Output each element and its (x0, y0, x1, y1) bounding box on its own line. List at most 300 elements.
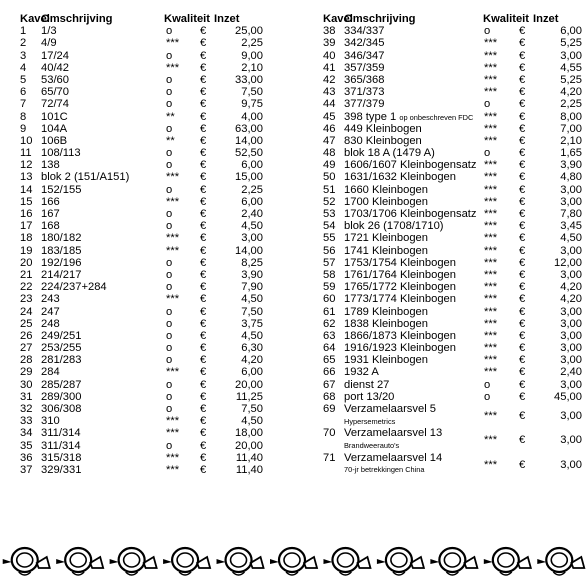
euro-sign: € (200, 244, 207, 257)
omschrijving-text: 192/196 (41, 256, 82, 269)
kavel-number: 16 (20, 208, 33, 220)
omschrijving (41, 415, 60, 427)
inzet-amount: 20,00 (235, 439, 263, 452)
euro-sign: € (519, 366, 526, 379)
kavel-number: 54 (323, 220, 336, 233)
euro-sign: € (519, 390, 526, 403)
left-column (20, 13, 270, 476)
kwaliteit: *** (484, 86, 498, 99)
posthorn-icon (537, 548, 584, 575)
kwaliteit: *** (484, 134, 498, 147)
kwaliteit: o (166, 317, 173, 330)
kwaliteit: o (166, 220, 173, 233)
euro-sign: € (200, 403, 207, 415)
omschrijving-text: 310 (41, 415, 60, 428)
omschrijving (41, 74, 69, 86)
euro-sign: € (200, 378, 207, 391)
euro-sign: € (519, 281, 526, 294)
omschrijving (344, 196, 428, 208)
posthorn-icon (217, 548, 264, 575)
inzet-amount: 2,10 (241, 61, 263, 74)
omschrijving-text: 249/251 (41, 329, 82, 342)
omschrijving (41, 37, 57, 49)
omschrijving-text: 167 (41, 208, 60, 220)
omschrijving-text: blok 26 (1708/1710) (344, 220, 444, 233)
kavel-number: 57 (323, 256, 336, 269)
kwaliteit: *** (484, 410, 498, 422)
omschrijving (41, 269, 81, 281)
kwaliteit: o (166, 159, 173, 172)
omschrijving (344, 208, 477, 220)
table-row (20, 281, 270, 293)
inzet-amount: 2,40 (241, 208, 263, 220)
omschrijving (41, 220, 60, 232)
kwaliteit: o (484, 378, 491, 391)
kwaliteit: o (166, 183, 173, 196)
omschrijving (41, 184, 81, 196)
table-row (323, 354, 585, 366)
kavel-number: 27 (20, 342, 33, 355)
omschrijving-text: 17/24 (41, 49, 69, 62)
kavel-number: 62 (323, 317, 336, 330)
euro-sign: € (200, 451, 207, 464)
kavel-number: 29 (20, 366, 33, 379)
euro-sign: € (519, 73, 526, 86)
omschrijving (41, 257, 81, 269)
inzet-amount: 4,50 (241, 329, 263, 342)
table-row (20, 62, 270, 74)
inzet-amount: 4,20 (560, 86, 582, 99)
euro-sign: € (519, 244, 526, 257)
table-row (20, 330, 270, 342)
omschrijving (344, 62, 384, 74)
omschrijving-text: 104A (41, 122, 68, 135)
kwaliteit: *** (484, 256, 498, 269)
omschrijving-text: 247 (41, 305, 60, 318)
omschrijving (344, 171, 456, 183)
kavel-number: 39 (323, 37, 336, 50)
table-row (323, 62, 585, 74)
table-row (323, 281, 585, 293)
euro-sign: € (519, 232, 526, 245)
omschrijving-text: 285/287 (41, 378, 82, 391)
omschrijving-text: dienst 27 (344, 378, 390, 391)
right-rows (323, 25, 585, 403)
euro-sign: € (519, 171, 526, 184)
kwaliteit: o (484, 147, 491, 160)
omschrijving (41, 391, 81, 403)
kavel-number: 18 (20, 232, 33, 245)
inzet-amount: 6,00 (241, 195, 263, 208)
table-row (20, 293, 270, 305)
omschrijving-text: 214/217 (41, 268, 82, 281)
kwaliteit: o (166, 354, 173, 367)
table-row (323, 98, 585, 110)
kwaliteit: *** (484, 159, 498, 172)
inzet-amount: 18,00 (235, 427, 263, 440)
posthorn-icon (484, 548, 531, 575)
euro-sign: € (200, 293, 207, 306)
table-row (20, 452, 270, 464)
kavel-number: 14 (20, 183, 33, 196)
euro-sign: € (200, 110, 207, 123)
header-omschrijving: Omschrijving (41, 13, 113, 25)
omschrijving-text: 334/337 (344, 25, 385, 38)
euro-sign: € (519, 378, 526, 391)
kwaliteit: *** (484, 329, 498, 342)
table-row (323, 37, 585, 49)
table-row (323, 135, 585, 147)
omschrijving (41, 330, 81, 342)
kwaliteit: o (166, 256, 173, 269)
table-row (20, 379, 270, 391)
kwaliteit: *** (484, 195, 498, 208)
kwaliteit: o (166, 378, 173, 391)
table-row (323, 208, 585, 220)
inzet-amount: 3,00 (560, 268, 582, 281)
omschrijving-text: 1931 Kleinbogen (344, 354, 428, 367)
euro-sign: € (200, 171, 207, 184)
table-row (20, 208, 270, 220)
inzet-amount: 4,50 (241, 293, 263, 306)
inzet-amount: 3,00 (560, 378, 582, 391)
omschrijving-text: 72/74 (41, 98, 69, 111)
kwaliteit: *** (166, 61, 180, 74)
kavel-number: 31 (20, 390, 33, 403)
inzet-amount: 9,75 (241, 98, 263, 111)
inzet-amount: 4,50 (241, 415, 263, 428)
omschrijving (344, 354, 428, 366)
kavel-number: 65 (323, 354, 336, 367)
table-row (20, 257, 270, 269)
table-row (20, 354, 270, 366)
omschrijving (41, 464, 81, 476)
omschrijving (41, 318, 60, 330)
omschrijving (41, 111, 68, 123)
omschrijving (41, 306, 60, 318)
euro-sign: € (200, 49, 207, 62)
kwaliteit: *** (484, 305, 498, 318)
table-row (20, 366, 270, 378)
kavel-number: 19 (20, 244, 33, 257)
inzet-amount: 3,00 (560, 195, 582, 208)
inzet-amount: 2,25 (241, 183, 263, 196)
table-row (20, 147, 270, 159)
euro-sign: € (519, 305, 526, 318)
omschrijving (41, 123, 67, 135)
omschrijving (344, 123, 422, 135)
kwaliteit: *** (166, 37, 180, 50)
omschrijving (344, 220, 444, 232)
inzet-amount: 9,00 (241, 49, 263, 62)
kavel-number: 67 (323, 378, 336, 391)
table-row (20, 306, 270, 318)
kavel-number: 38 (323, 25, 336, 38)
euro-sign: € (519, 268, 526, 281)
kwaliteit: o (166, 268, 173, 281)
table-row (323, 427, 585, 451)
header-row-left (20, 13, 270, 25)
omschrijving-text: 281/283 (41, 354, 82, 367)
omschrijving-text: 1916/1923 Kleinbogen (344, 342, 456, 355)
euro-sign: € (519, 329, 526, 342)
omschrijving-subtitle: Brandweerauto's (344, 440, 400, 450)
kavel-number: 23 (20, 293, 33, 306)
omschrijving-text: 1/3 (41, 25, 57, 38)
table-row (323, 269, 585, 281)
omschrijving (41, 403, 81, 415)
omschrijving (41, 208, 60, 220)
euro-sign: € (200, 122, 207, 135)
posthorn-icon (323, 548, 370, 575)
table-row (20, 159, 270, 171)
omschrijving (41, 245, 81, 257)
kavel-number: 7 (20, 98, 27, 111)
kwaliteit: *** (484, 122, 498, 135)
header-row-right (323, 13, 585, 25)
kwaliteit: *** (484, 293, 498, 306)
euro-sign: € (519, 134, 526, 147)
kavel-number: 45 (323, 110, 336, 123)
inzet-amount: 12,00 (554, 256, 582, 269)
kavel-number: 36 (20, 451, 33, 464)
euro-sign: € (519, 37, 526, 50)
kavel-number: 56 (323, 244, 336, 257)
inzet-amount: 3,00 (241, 232, 263, 245)
kwaliteit: *** (166, 427, 180, 440)
kwaliteit: ** (166, 134, 175, 147)
table-row (20, 74, 270, 86)
table-row (323, 74, 585, 86)
inzet-amount: 6,00 (241, 366, 263, 379)
kwaliteit: *** (166, 232, 180, 245)
right-tall-rows (323, 403, 585, 476)
omschrijving-text: 377/379 (344, 98, 385, 111)
omschrijving (41, 293, 60, 305)
euro-sign: € (200, 427, 207, 440)
posthorn-icon (3, 548, 50, 575)
kwaliteit: *** (484, 220, 498, 233)
kavel-number: 48 (323, 147, 336, 160)
omschrijving-text: 289/300 (41, 390, 82, 403)
table-row (20, 50, 270, 62)
omschrijving-text: 243 (41, 293, 60, 306)
kwaliteit: *** (484, 354, 498, 367)
kavel-number: 66 (323, 366, 336, 379)
kavel-number: 49 (323, 159, 336, 172)
euro-sign: € (519, 434, 526, 447)
kavel-number: 2 (20, 37, 27, 50)
kwaliteit: *** (484, 208, 498, 220)
euro-sign: € (200, 147, 207, 160)
omschrijving-text: 224/237+284 (41, 281, 107, 294)
inzet-amount: 14,00 (235, 244, 263, 257)
kwaliteit: *** (484, 110, 498, 123)
omschrijving-text: 152/155 (41, 183, 82, 196)
table-row (20, 391, 270, 403)
euro-sign: € (200, 37, 207, 50)
euro-sign: € (519, 208, 526, 220)
omschrijving-subtitle: Hypersemetrics (344, 416, 396, 426)
kavel-number: 42 (323, 73, 336, 86)
kavel-number: 50 (323, 171, 336, 184)
kwaliteit: *** (484, 61, 498, 74)
omschrijving-text: 371/373 (344, 86, 385, 99)
inzet-amount: 1,65 (560, 147, 582, 160)
euro-sign: € (200, 305, 207, 318)
omschrijving (344, 50, 384, 62)
omschrijving (41, 440, 81, 452)
kwaliteit: o (166, 98, 173, 111)
euro-sign: € (200, 256, 207, 269)
inzet-amount: 15,00 (235, 171, 263, 184)
omschrijving-text: 1838 Kleinbogen (344, 317, 428, 330)
kwaliteit: o (166, 390, 173, 403)
kwaliteit: *** (166, 415, 180, 428)
kwaliteit: o (166, 403, 173, 415)
euro-sign: € (519, 317, 526, 330)
kwaliteit: o (166, 281, 173, 294)
header-omschrijving: Omschrijving (344, 13, 416, 25)
table-row (323, 50, 585, 62)
table-row (323, 257, 585, 269)
inzet-amount: 3,00 (560, 434, 582, 447)
table-row (20, 196, 270, 208)
kavel-number: 17 (20, 220, 33, 233)
inzet-amount: 14,00 (235, 134, 263, 147)
inzet-amount: 4,20 (560, 293, 582, 306)
euro-sign: € (200, 463, 207, 476)
inzet-amount: 3,45 (560, 220, 582, 233)
euro-sign: € (519, 354, 526, 367)
euro-sign: € (519, 110, 526, 123)
kavel-number: 51 (323, 183, 336, 196)
omschrijving (41, 342, 81, 354)
omschrijving-text: 1932 A (344, 366, 379, 379)
kavel-number: 34 (20, 427, 33, 440)
omschrijving-text: 357/359 (344, 61, 385, 74)
kavel-number: 20 (20, 256, 33, 269)
kwaliteit: *** (484, 458, 498, 471)
omschrijving-text: 1765/1772 Kleinbogen (344, 281, 456, 294)
table-row (20, 464, 270, 476)
kavel-number: 33 (20, 415, 33, 428)
omschrijving-text: 1721 Kleinbogen (344, 232, 428, 245)
table-row (20, 135, 270, 147)
omschrijving-text: 53/60 (41, 73, 69, 86)
kavel-number: 9 (20, 122, 27, 135)
table-row (323, 220, 585, 232)
inzet-amount: 4,20 (241, 354, 263, 367)
omschrijving-text: 166 (41, 195, 60, 208)
inzet-amount: 4,80 (560, 171, 582, 184)
omschrijving-text: 65/70 (41, 86, 69, 99)
inzet-amount: 3,90 (241, 268, 263, 281)
omschrijving-text: 1773/1774 Kleinbogen (344, 293, 456, 306)
kwaliteit: *** (484, 232, 498, 245)
inzet-amount: 3,00 (560, 410, 582, 422)
euro-sign: € (519, 147, 526, 160)
omschrijving (41, 171, 129, 183)
posthorn-icon (56, 548, 103, 575)
omschrijving-text: 106B (41, 134, 68, 147)
inzet-amount: 4,50 (560, 232, 582, 245)
kwaliteit: o (166, 208, 173, 220)
kavel-number: 10 (20, 134, 33, 147)
euro-sign: € (200, 86, 207, 99)
omschrijving-text: 1753/1754 Kleinbogen (344, 256, 456, 269)
kwaliteit: o (166, 86, 173, 99)
inzet-amount: 7,50 (241, 305, 263, 318)
kavel-number: 58 (323, 268, 336, 281)
table-row (20, 245, 270, 257)
omschrijving (41, 452, 81, 464)
inzet-amount: 6,00 (241, 159, 263, 172)
euro-sign: € (519, 49, 526, 62)
omschrijving (344, 147, 435, 159)
omschrijving-text: 253/255 (41, 342, 82, 355)
kavel-number: 8 (20, 110, 27, 123)
table-row (323, 123, 585, 135)
inzet-amount: 3,00 (560, 183, 582, 196)
table-row (20, 427, 270, 439)
kavel-number: 21 (20, 268, 33, 281)
euro-sign: € (200, 220, 207, 233)
kwaliteit: *** (484, 73, 498, 86)
kwaliteit: o (166, 73, 173, 86)
table-row (323, 379, 585, 391)
kwaliteit: *** (484, 183, 498, 196)
inzet-amount: 3,00 (560, 317, 582, 330)
inzet-amount: 63,00 (235, 122, 263, 135)
table-row (323, 366, 585, 378)
kavel-number: 68 (323, 390, 336, 403)
euro-sign: € (200, 98, 207, 111)
inzet-amount: 2,25 (560, 98, 582, 111)
omschrijving (41, 62, 69, 74)
euro-sign: € (200, 281, 207, 294)
inzet-amount: 7,90 (241, 281, 263, 294)
omschrijving-text: Verzamelaarsvel 5 (344, 403, 437, 415)
euro-sign: € (519, 195, 526, 208)
omschrijving-text: 311/314 (41, 427, 81, 440)
euro-sign: € (200, 61, 207, 74)
kwaliteit: *** (484, 268, 498, 281)
kwaliteit: *** (484, 171, 498, 184)
kwaliteit: *** (484, 317, 498, 330)
header-kwaliteit: Kwaliteit (164, 13, 211, 25)
inzet-amount: 8,25 (241, 256, 263, 269)
posthorn-icon (110, 548, 157, 575)
omschrijving (41, 379, 81, 391)
posthorn-icon (163, 548, 210, 575)
posthorn-border (0, 536, 588, 577)
kwaliteit: o (166, 329, 173, 342)
kavel-number: 22 (20, 281, 33, 294)
table-row (20, 232, 270, 244)
euro-sign: € (519, 256, 526, 269)
inzet-amount: 5,25 (560, 73, 582, 86)
kavel-number: 12 (20, 159, 33, 172)
header-inzet: Inzet (533, 13, 559, 25)
euro-sign: € (200, 268, 207, 281)
euro-sign: € (200, 195, 207, 208)
kavel-number: 1 (20, 25, 27, 38)
kwaliteit: o (484, 98, 491, 111)
euro-sign: € (519, 183, 526, 196)
table-row (323, 232, 585, 244)
kwaliteit: *** (484, 434, 498, 447)
